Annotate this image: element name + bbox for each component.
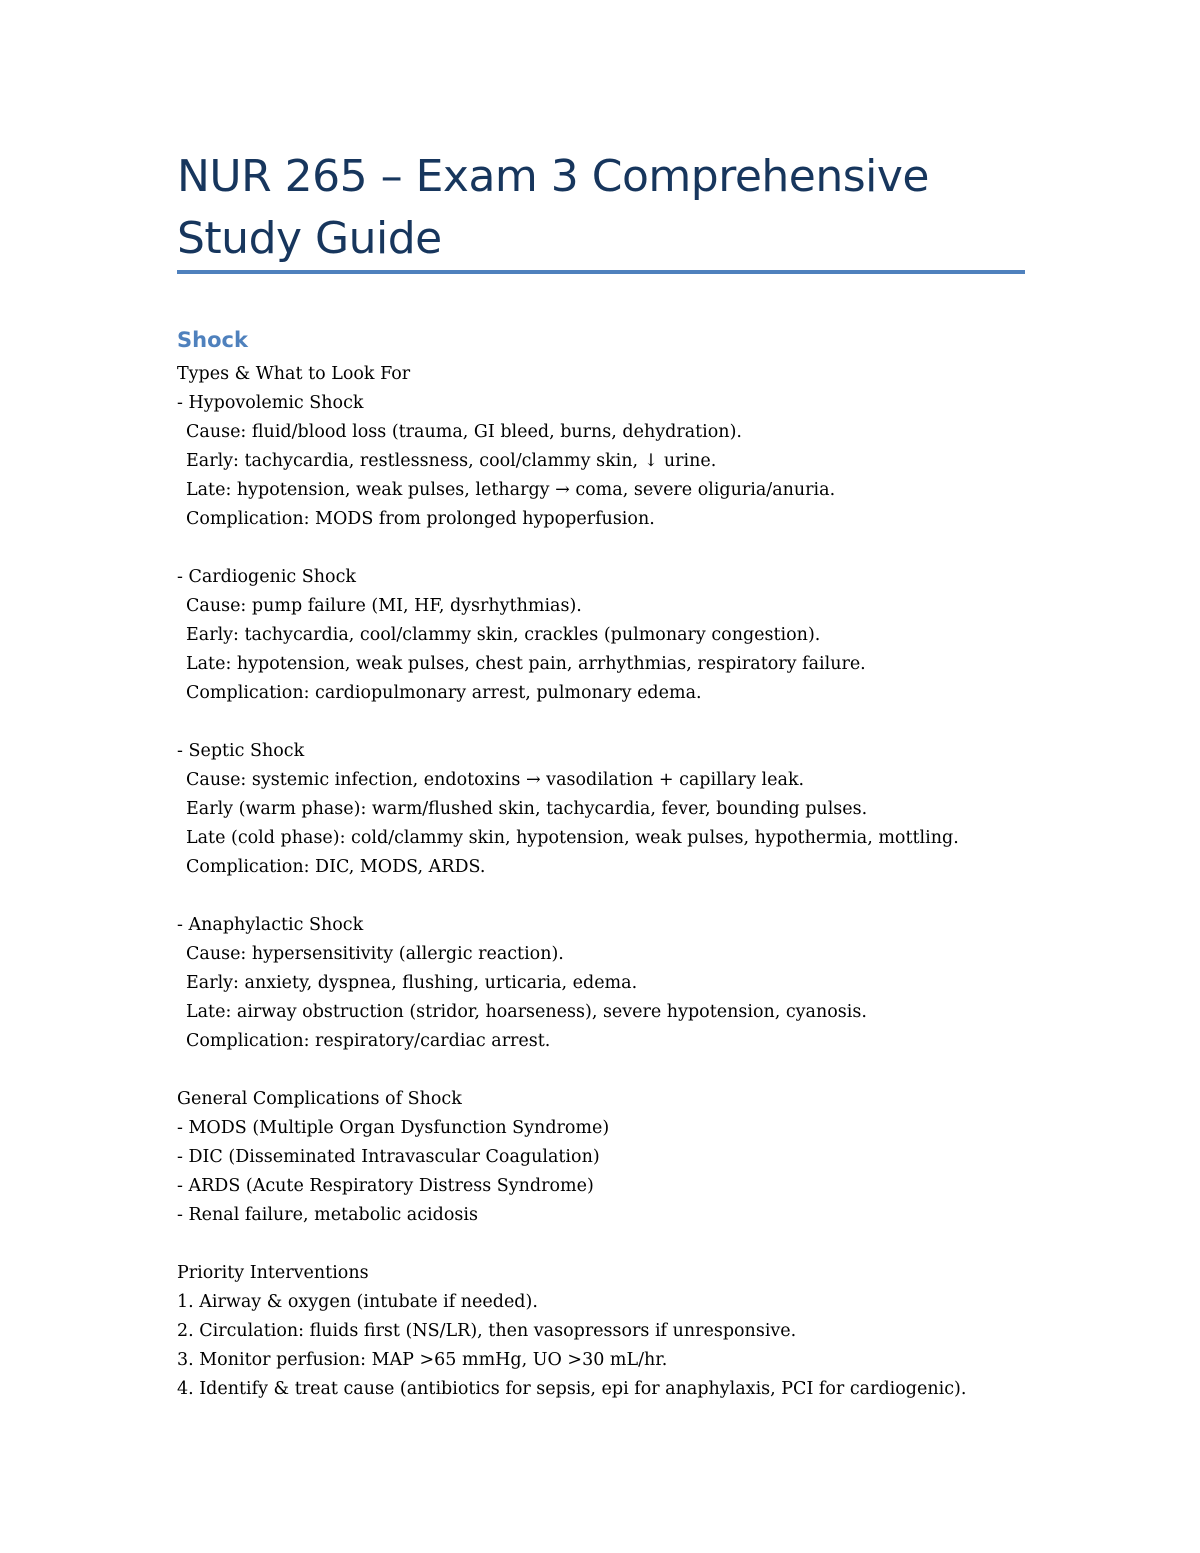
intervention-item: 2. Circulation: fluids first (NS/LR), then vasopressors if unresponsive. [177, 1321, 797, 1341]
spacer [177, 882, 1037, 911]
shock-type-late: Late: hypotension, weak pulses, chest pain, arrhythmias, respiratory failure. [186, 654, 866, 674]
title-underline [177, 270, 1025, 274]
shock-type-cause: Cause: hypersensitivity (allergic reaction). [186, 944, 564, 964]
shock-type-cause: Cause: systemic infection, endotoxins → vasodilation + capillary leak. [186, 770, 805, 790]
shock-type-complication: Complication: respiratory/cardiac arrest. [186, 1031, 551, 1051]
intervention-item: 3. Monitor perfusion: MAP >65 mmHg, UO >30 mL/hr. [177, 1350, 668, 1370]
shock-type-late: Late: airway obstruction (stridor, hoarseness), severe hypotension, cyanosis. [186, 1002, 867, 1022]
spacer [177, 1056, 1037, 1085]
spacer [177, 708, 1037, 737]
shock-type-cause: Cause: fluid/blood loss (trauma, GI bleed, burns, dehydration). [186, 422, 742, 442]
complication-item: - Renal failure, metabolic acidosis [177, 1205, 478, 1225]
intervention-item: 4. Identify & treat cause (antibiotics for sepsis, epi for anaphylaxis, PCI for cardiogenic). [177, 1379, 967, 1399]
section-body [177, 360, 1037, 1404]
types-heading: Types & What to Look For [177, 364, 411, 384]
shock-type-early: Early: tachycardia, restlessness, cool/clammy skin, ↓ urine. [186, 451, 717, 471]
shock-type-complication: Complication: MODS from prolonged hypoperfusion. [186, 509, 655, 529]
intervention-item: 1. Airway & oxygen (intubate if needed). [177, 1292, 538, 1312]
shock-type-early: Early: anxiety, dyspnea, flushing, urticaria, edema. [186, 973, 638, 993]
interventions-heading: Priority Interventions [177, 1263, 369, 1283]
shock-type-name: - Septic Shock [177, 741, 305, 761]
section-heading-shock: Shock [177, 328, 248, 352]
shock-type-late: Late: hypotension, weak pulses, lethargy → coma, severe oliguria/anuria. [186, 480, 836, 500]
shock-type-name: - Hypovolemic Shock [177, 393, 364, 413]
spacer [177, 1230, 1037, 1259]
shock-type-early: Early: tachycardia, cool/clammy skin, crackles (pulmonary congestion). [186, 625, 821, 645]
shock-type-name: - Anaphylactic Shock [177, 915, 364, 935]
shock-type-complication: Complication: DIC, MODS, ARDS. [186, 857, 486, 877]
complication-item: - MODS (Multiple Organ Dysfunction Syndrome) [177, 1118, 610, 1138]
complication-item: - ARDS (Acute Respiratory Distress Syndrome) [177, 1176, 594, 1196]
complications-heading: General Complications of Shock [177, 1089, 462, 1109]
shock-type-cause: Cause: pump failure (MI, HF, dysrhythmias). [186, 596, 582, 616]
complication-item: - DIC (Disseminated Intravascular Coagulation) [177, 1147, 600, 1167]
spacer [177, 534, 1037, 563]
shock-type-late: Late (cold phase): cold/clammy skin, hypotension, weak pulses, hypothermia, mottling. [186, 828, 959, 848]
shock-type-early: Early (warm phase): warm/flushed skin, tachycardia, fever, bounding pulses. [186, 799, 868, 819]
shock-type-complication: Complication: cardiopulmonary arrest, pulmonary edema. [186, 683, 702, 703]
page-title: NUR 265 – Exam 3 Comprehensive Study Guide [177, 151, 929, 264]
shock-type-name: - Cardiogenic Shock [177, 567, 356, 587]
